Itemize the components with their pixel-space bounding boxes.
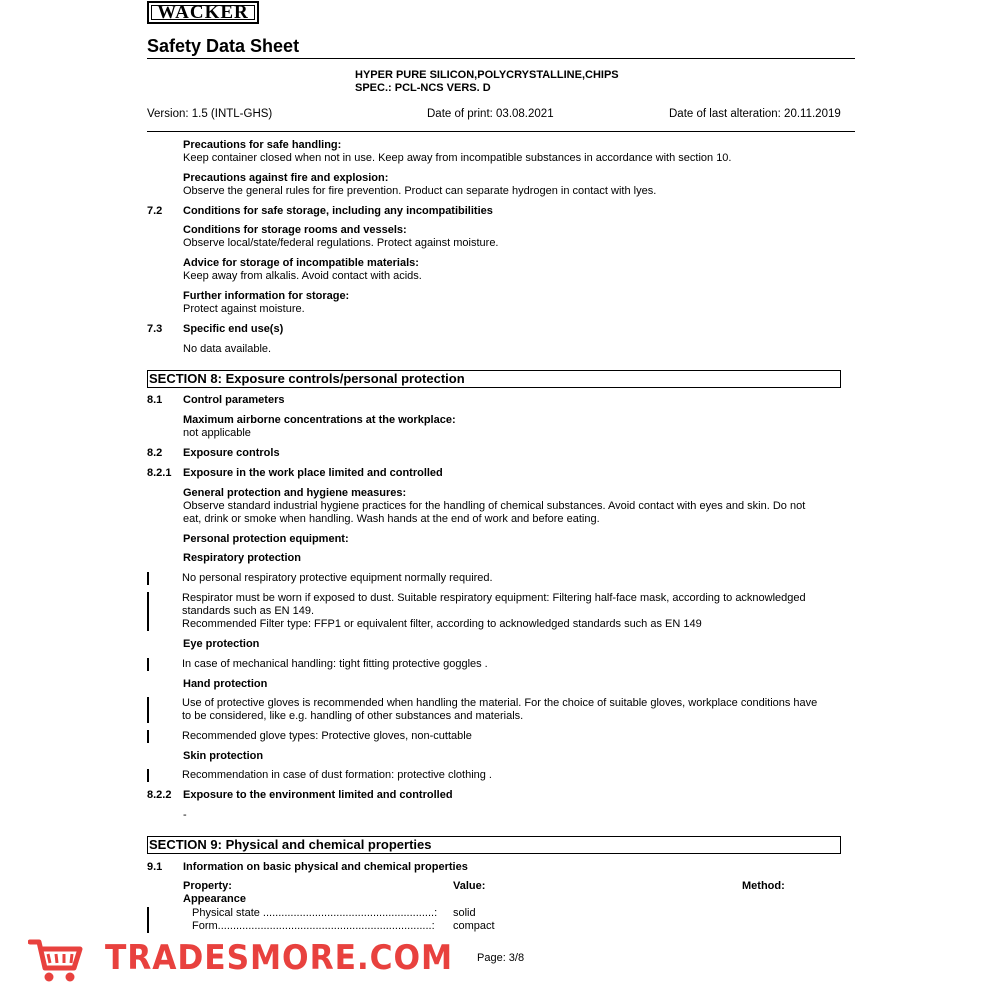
revision-bar — [147, 572, 149, 585]
number-7-2: 7.2 — [147, 205, 163, 217]
revision-bar — [147, 907, 149, 933]
incompatible-text: Keep away from alkalis. Avoid contact with acids. — [183, 270, 422, 282]
safe-handling-heading: Precautions for safe handling: — [183, 139, 342, 151]
hand-protection-text-3: Recommended glove types: Protective gloves, non-cuttable — [182, 730, 472, 742]
product-name: HYPER PURE SILICON,POLYCRYSTALLINE,CHIPS — [355, 69, 619, 81]
eye-protection-heading: Eye protection — [183, 638, 260, 650]
respiratory-text-2b: standards such as EN 149. — [182, 605, 315, 617]
revision-bar — [147, 592, 149, 631]
section-9-title: SECTION 9: Physical and chemical properties — [147, 836, 841, 854]
incompatible-heading: Advice for storage of incompatible materials: — [183, 257, 419, 269]
basic-properties-heading: Information on basic physical and chemical properties — [183, 861, 468, 873]
fire-heading: Precautions against fire and explosion: — [183, 172, 389, 184]
workplace-exposure-heading: Exposure in the work place limited and controlled — [183, 467, 443, 479]
respiratory-heading: Respiratory protection — [183, 552, 301, 564]
number-7-3: 7.3 — [147, 323, 163, 335]
end-use-text: No data available. — [183, 343, 272, 355]
further-storage-heading: Further information for storage: — [183, 290, 350, 302]
further-storage-text: Protect against moisture. — [183, 303, 305, 315]
subsection-7-2-heading: Conditions for safe storage, including any incompatibilities — [183, 205, 493, 217]
product-spec: SPEC.: PCL-NCS VERS. D — [355, 82, 491, 94]
revision-bar — [147, 658, 149, 671]
skin-protection-text: Recommendation in case of dust formation: protective clothing . — [182, 769, 492, 781]
number-8-2-2: 8.2.2 — [147, 789, 172, 801]
revision-bar — [147, 769, 149, 782]
page-number: Page: 3/8 — [477, 952, 525, 964]
respiratory-text-2c: Recommended Filter type: FFP1 or equivalent filter, according to acknowledged standards such as EN 149 — [182, 618, 702, 630]
hand-protection-text-1: Use of protective gloves is recommended when handling the material. For the choice of suitable gloves, workplace conditions have — [182, 697, 818, 709]
property-column-header: Property: — [183, 880, 232, 892]
property-value: compact — [453, 920, 495, 932]
property-value: solid — [453, 907, 476, 919]
subsection-7-3-heading: Specific end use(s) — [183, 323, 284, 335]
number-8-2-1: 8.2.1 — [147, 467, 172, 479]
logo-text: WACKER — [157, 1, 249, 23]
watermark-text: TRADESMORE.COM — [105, 938, 454, 978]
wacker-logo — [147, 1, 259, 24]
property-label: Form......................................................................: — [192, 920, 435, 932]
number-8-2: 8.2 — [147, 447, 163, 459]
print-date: Date of print: 03.08.2021 — [427, 108, 554, 120]
ppe-heading: Personal protection equipment: — [183, 533, 349, 545]
hand-protection-text-2: to be considered, like e.g. handling of other substances and materials. — [182, 710, 524, 722]
shopping-cart-icon — [28, 938, 84, 984]
skin-protection-heading: Skin protection — [183, 750, 264, 762]
storage-rooms-heading: Conditions for storage rooms and vessels: — [183, 224, 407, 236]
value-column-header: Value: — [453, 880, 486, 892]
revision-bar — [147, 697, 149, 723]
eye-protection-text: In case of mechanical handling: tight fitting protective goggles . — [182, 658, 488, 670]
max-concentration-text: not applicable — [183, 427, 251, 439]
storage-rooms-text: Observe local/state/federal regulations. Protect against moisture. — [183, 237, 499, 249]
respiratory-text-2a: Respirator must be worn if exposed to dust. Suitable respiratory equipment: Filtering half-face mask, according to acknowledged — [182, 592, 806, 604]
general-protection-text-2: eat, drink or smoke when handling. Wash hands at the end of work and before eating. — [183, 513, 600, 525]
appearance-heading: Appearance — [183, 893, 246, 905]
version: Version: 1.5 (INTL-GHS) — [147, 108, 273, 120]
revision-bar — [147, 730, 149, 743]
safe-handling-text: Keep container closed when not in use. Keep away from incompatible substances in accordance with section 10. — [183, 152, 732, 164]
respiratory-text-1: No personal respiratory protective equipment normally required. — [182, 572, 493, 584]
header-rule — [147, 58, 855, 59]
general-protection-text-1: Observe standard industrial hygiene practices for the handling of chemical substances. Avoid contact with eyes and skin. Do not — [183, 500, 806, 512]
number-9-1: 9.1 — [147, 861, 163, 873]
alteration-date: Date of last alteration: 20.11.2019 — [669, 108, 841, 120]
general-protection-heading: General protection and hygiene measures: — [183, 487, 407, 499]
method-column-header: Method: — [742, 880, 785, 892]
number-8-1: 8.1 — [147, 394, 163, 406]
meta-rule — [147, 131, 855, 132]
control-parameters-heading: Control parameters — [183, 394, 285, 406]
environment-exposure-heading: Exposure to the environment limited and controlled — [183, 789, 453, 801]
section-8-title: SECTION 8: Exposure controls/personal protection — [147, 370, 841, 388]
max-concentration-heading: Maximum airborne concentrations at the workplace: — [183, 414, 456, 426]
fire-text: Observe the general rules for fire prevention. Product can separate hydrogen in contact with lyes. — [183, 185, 657, 197]
exposure-controls-heading: Exposure controls — [183, 447, 280, 459]
document-title: Safety Data Sheet — [147, 36, 300, 56]
environment-exposure-text: - — [183, 809, 187, 821]
property-label: Physical state ........................................................: — [192, 907, 438, 919]
hand-protection-heading: Hand protection — [183, 678, 268, 690]
